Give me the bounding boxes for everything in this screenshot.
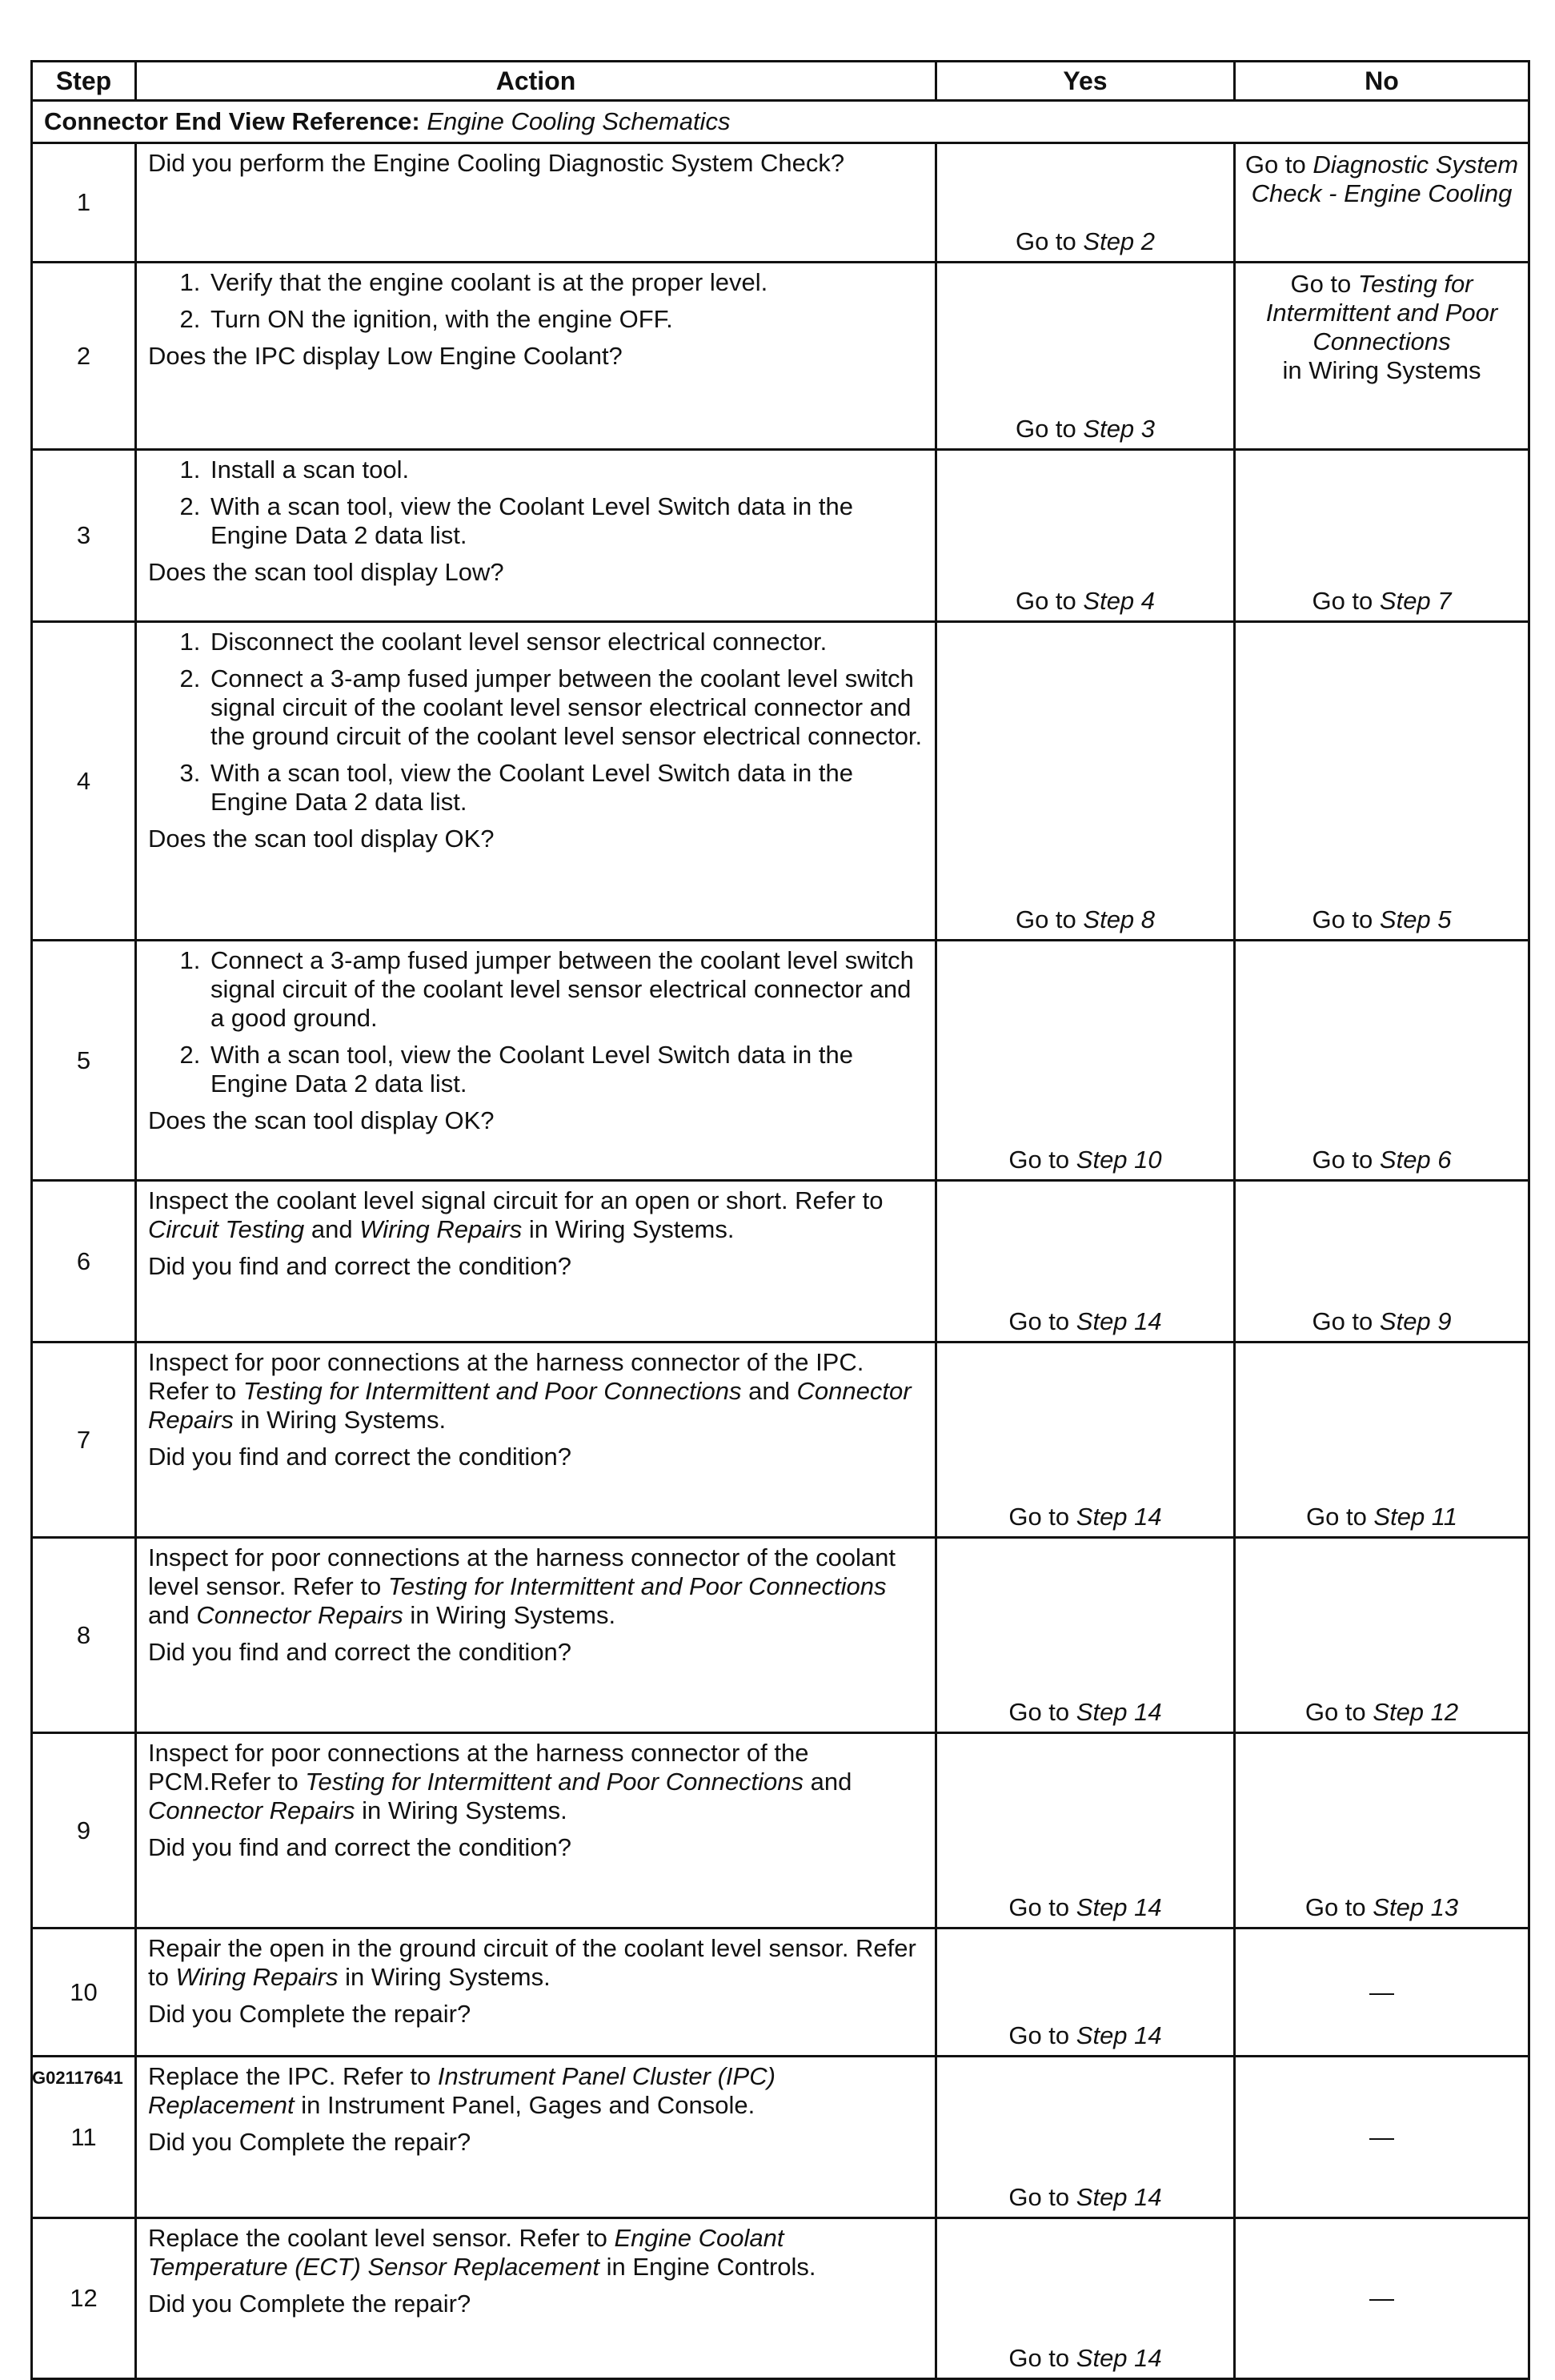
no-cell <box>1235 143 1529 263</box>
diagnostic-table <box>30 60 1530 2380</box>
yes-result-target: Step 3 <box>1083 415 1156 443</box>
step-action <box>136 1538 936 1733</box>
yes-result-prefix: Go to <box>1015 587 1084 615</box>
action-question: Did you find and correct the condition? <box>148 1833 572 1861</box>
yes-result-target: Step 10 <box>1076 1146 1162 1174</box>
yes-cell <box>936 622 1235 941</box>
no-result-prefix: Go to <box>1312 905 1380 933</box>
yes-result-target: Step 4 <box>1083 587 1156 615</box>
yes-result-prefix: Go to <box>1015 415 1084 443</box>
yes-result-prefix: Go to <box>1008 2344 1076 2372</box>
no-result-target: Step 6 <box>1379 1146 1452 1174</box>
reference-link-text: Connector Repairs <box>148 1377 912 1434</box>
action-text-part: and <box>741 1377 797 1405</box>
yes-result-target: Step 14 <box>1076 1893 1162 1921</box>
no-result <box>1236 144 1528 208</box>
yes-result <box>937 2021 1233 2050</box>
step-number: 4 <box>32 622 136 941</box>
yes-result <box>937 905 1233 934</box>
no-result-prefix: Go to <box>1312 1307 1380 1335</box>
step-action <box>136 263 936 450</box>
yes-result <box>937 227 1233 256</box>
no-result-target: Step 5 <box>1379 905 1452 933</box>
action-list-item: 1. Connect a 3-amp fused jumper between the coolant level switch signal circuit of the coolant level sensor electrical connector and a good ground. <box>207 946 924 1033</box>
no-result-prefix: Go to <box>1305 1893 1373 1921</box>
step-number: 10 <box>32 1928 136 2057</box>
yes-result-prefix: Go to <box>1008 1307 1076 1335</box>
action-text-part: Inspect for poor connections at the harness connector of the coolant level sensor. Refer to <box>148 1543 896 1600</box>
no-result-target: Step 12 <box>1373 1698 1459 1726</box>
reference-link-text: Wiring Repairs <box>175 1963 339 1991</box>
step-number: 8 <box>32 1538 136 1733</box>
reference-label: Connector End View Reference: <box>44 107 420 135</box>
action-text-part: in Instrument Panel, Gages and Console. <box>294 2091 755 2119</box>
yes-cell <box>936 1928 1235 2057</box>
no-cell <box>1235 263 1529 450</box>
yes-result-prefix: Go to <box>1008 2183 1076 2211</box>
no-result <box>1236 905 1528 934</box>
step-number: 3 <box>32 450 136 622</box>
no-result-prefix: Go to <box>1290 270 1358 298</box>
action-text-part: Inspect the coolant level signal circuit for an open or short. Refer to <box>148 1186 884 1214</box>
action-text: Did you perform the Engine Cooling Diagnostic System Check? <box>148 149 845 177</box>
step-row <box>32 1733 1529 1928</box>
yes-result-prefix: Go to <box>1008 1698 1076 1726</box>
step-action <box>136 1343 936 1538</box>
diagnostic-table-sheet <box>30 60 1528 2380</box>
action-text <box>148 2062 924 2120</box>
action-list-item: 3. With a scan tool, view the Coolant Level Switch data in the Engine Data 2 data list. <box>207 759 924 817</box>
step-action <box>136 450 936 622</box>
no-result-prefix: Go to <box>1312 1146 1380 1174</box>
no-result-prefix: Go to <box>1305 1503 1374 1531</box>
yes-cell <box>936 1343 1235 1538</box>
action-text-part: Replace the IPC. Refer to <box>148 2062 438 2090</box>
step-row <box>32 622 1529 941</box>
action-list-item: 1. Verify that the engine coolant is at the proper level. <box>207 268 924 297</box>
reference-link-text: Connector Repairs <box>196 1601 403 1629</box>
action-question: Did you find and correct the condition? <box>148 1443 572 1471</box>
yes-result <box>937 1893 1233 1922</box>
header-no: No <box>1235 62 1529 101</box>
step-number: 2 <box>32 263 136 450</box>
step-row <box>32 2057 1529 2218</box>
step-row <box>32 941 1529 1181</box>
yes-cell <box>936 2057 1235 2218</box>
yes-result <box>937 1146 1233 1174</box>
action-text-part: in Wiring Systems. <box>338 1963 551 1991</box>
yes-result-target: Step 14 <box>1076 1503 1162 1531</box>
action-text-part: and <box>148 1601 197 1629</box>
action-question: Did you find and correct the condition? <box>148 1638 572 1666</box>
no-result-suffix: in Wiring Systems <box>1282 356 1481 384</box>
action-text-part: Repair the open in the ground circuit of the coolant level sensor. Refer to <box>148 1934 916 1991</box>
yes-result-prefix: Go to <box>1008 1146 1076 1174</box>
step-action <box>136 941 936 1181</box>
action-list <box>148 268 924 334</box>
action-list <box>148 456 924 550</box>
yes-result-prefix: Go to <box>1015 227 1084 255</box>
action-question: Does the scan tool display Low? <box>148 558 504 586</box>
action-question: Does the IPC display Low Engine Coolant? <box>148 342 623 370</box>
step-row <box>32 1181 1529 1343</box>
no-cell <box>1235 1181 1529 1343</box>
yes-result <box>937 1307 1233 1336</box>
reference-cell <box>32 101 1529 143</box>
yes-result <box>937 2183 1233 2212</box>
action-text-part: in Wiring Systems. <box>403 1601 616 1629</box>
reference-link-text: Connector Repairs <box>148 1796 355 1824</box>
step-number: 5 <box>32 941 136 1181</box>
no-result-target: Step 7 <box>1379 587 1452 615</box>
no-cell <box>1235 2057 1529 2218</box>
step-row <box>32 450 1529 622</box>
action-question: Did you Complete the repair? <box>148 2000 471 2028</box>
yes-cell <box>936 941 1235 1181</box>
reference-link-text: Testing for Intermittent and Poor Connections <box>387 1572 887 1600</box>
step-action <box>136 1928 936 2057</box>
step-number: 12 <box>32 2218 136 2379</box>
no-result-target: Step 11 <box>1373 1503 1457 1531</box>
action-question: Did you Complete the repair? <box>148 2128 471 2156</box>
step-action <box>136 2218 936 2379</box>
no-result <box>1236 263 1528 385</box>
yes-result-prefix: Go to <box>1008 2021 1076 2049</box>
yes-result-prefix: Go to <box>1008 1503 1076 1531</box>
no-result-target: Diagnostic System Check - Engine Cooling <box>1251 151 1519 207</box>
no-result <box>1236 587 1528 616</box>
no-result-dash: — <box>1369 1977 1394 2006</box>
action-list-item: 2. With a scan tool, view the Coolant Level Switch data in the Engine Data 2 data list. <box>207 492 924 550</box>
no-result <box>1236 1146 1528 1174</box>
action-text <box>148 1934 924 1992</box>
no-result-prefix: Go to <box>1244 151 1313 179</box>
header-yes: Yes <box>936 62 1235 101</box>
yes-result <box>937 415 1233 443</box>
no-result <box>1236 1698 1528 1727</box>
step-row <box>32 2218 1529 2379</box>
step-action <box>136 1733 936 1928</box>
no-result-target: Step 9 <box>1379 1307 1452 1335</box>
step-action <box>136 2057 936 2218</box>
yes-result-prefix: Go to <box>1008 1893 1076 1921</box>
no-result-prefix: Go to <box>1312 587 1380 615</box>
yes-result-prefix: Go to <box>1015 905 1084 933</box>
yes-cell <box>936 2218 1235 2379</box>
action-list-item: 2. Turn ON the ignition, with the engine OFF. <box>207 305 924 334</box>
yes-cell <box>936 143 1235 263</box>
yes-result-target: Step 14 <box>1076 2021 1162 2049</box>
action-question: Did you find and correct the condition? <box>148 1252 572 1280</box>
no-cell <box>1235 1538 1529 1733</box>
step-number: 7 <box>32 1343 136 1538</box>
yes-result <box>937 2344 1233 2373</box>
reference-link-text: Circuit Testing <box>148 1215 305 1243</box>
action-list <box>148 946 924 1098</box>
yes-result <box>937 1698 1233 1727</box>
action-list-item: 1. Disconnect the coolant level sensor electrical connector. <box>207 628 924 656</box>
action-question: Does the scan tool display OK? <box>148 1106 495 1134</box>
action-text <box>148 1348 924 1435</box>
no-result-target: Testing for Intermittent and Poor Connections <box>1265 270 1498 355</box>
reference-value: Engine Cooling Schematics <box>427 107 731 135</box>
yes-result-target: Step 14 <box>1076 1698 1162 1726</box>
yes-cell <box>936 1733 1235 1928</box>
no-cell <box>1235 1733 1529 1928</box>
yes-result-target: Step 14 <box>1076 1307 1162 1335</box>
yes-cell <box>936 450 1235 622</box>
reference-link-text: Engine Coolant Temperature (ECT) Sensor Replacement <box>148 2224 784 2281</box>
reference-link-text: Testing for Intermittent and Poor Connections <box>305 1768 804 1796</box>
action-text <box>148 1543 924 1630</box>
header-action: Action <box>136 62 936 101</box>
action-text-part: in Wiring Systems. <box>355 1796 567 1824</box>
step-action <box>136 1181 936 1343</box>
yes-result-target: Step 2 <box>1083 227 1156 255</box>
action-list-item: 2. With a scan tool, view the Coolant Level Switch data in the Engine Data 2 data list. <box>207 1041 924 1098</box>
no-cell <box>1235 1343 1529 1538</box>
yes-cell <box>936 263 1235 450</box>
yes-cell <box>936 1181 1235 1343</box>
action-list <box>148 628 924 817</box>
action-text <box>148 2224 924 2282</box>
reference-link-text: Testing for Intermittent and Poor Connections <box>242 1377 742 1405</box>
step-row <box>32 1538 1529 1733</box>
step-action <box>136 143 936 263</box>
step-row <box>32 143 1529 263</box>
figure-id: G02117641 <box>32 2068 123 2088</box>
step-row <box>32 1928 1529 2057</box>
yes-result-target: Step 14 <box>1076 2183 1162 2211</box>
step-action <box>136 622 936 941</box>
yes-result <box>937 1503 1233 1531</box>
step-number: 9 <box>32 1733 136 1928</box>
no-cell <box>1235 622 1529 941</box>
action-list-item: 2. Connect a 3-amp fused jumper between the coolant level switch signal circuit of the coolant level sensor electrical connector and the ground circuit of the coolant level sensor electrical connector. <box>207 664 924 751</box>
no-cell <box>1235 450 1529 622</box>
yes-cell <box>936 1538 1235 1733</box>
no-cell <box>1235 941 1529 1181</box>
step-number: 1 <box>32 143 136 263</box>
no-result-dash: — <box>1369 2284 1394 2312</box>
reference-link-text: Instrument Panel Cluster (IPC) Replacement <box>148 2062 775 2119</box>
no-result <box>1236 1503 1528 1531</box>
action-text-part: in Engine Controls. <box>599 2253 816 2281</box>
yes-result-target: Step 14 <box>1076 2344 1162 2372</box>
no-result <box>1236 1307 1528 1336</box>
no-result-target: Step 13 <box>1373 1893 1459 1921</box>
no-result <box>1236 1893 1528 1922</box>
reference-link-text: Wiring Repairs <box>359 1215 523 1243</box>
no-cell <box>1235 2218 1529 2379</box>
action-text <box>148 1186 924 1244</box>
action-question: Does the scan tool display OK? <box>148 825 495 853</box>
step-row <box>32 263 1529 450</box>
action-text-part: Replace the coolant level sensor. Refer to <box>148 2224 615 2252</box>
action-text-part: and <box>804 1768 852 1796</box>
action-text-part: Inspect for poor connections at the harness connector of the IPC. Refer to <box>148 1348 864 1405</box>
header-step: Step <box>32 62 136 101</box>
action-text-part: in Wiring Systems. <box>522 1215 735 1243</box>
no-cell <box>1235 1928 1529 2057</box>
reference-row <box>32 101 1529 143</box>
yes-result <box>937 587 1233 616</box>
action-text-part: and <box>304 1215 360 1243</box>
step-row <box>32 1343 1529 1538</box>
no-result-prefix: Go to <box>1305 1698 1373 1726</box>
action-text-part: in Wiring Systems. <box>233 1406 447 1434</box>
no-result-dash: — <box>1369 2122 1394 2151</box>
action-list-item: 1. Install a scan tool. <box>207 456 924 484</box>
header-row <box>32 62 1529 101</box>
step-number: 11 <box>32 2057 136 2218</box>
yes-result-target: Step 8 <box>1083 905 1156 933</box>
action-text-part: Inspect for poor connections at the harness connector of the PCM.Refer to <box>148 1739 809 1796</box>
step-number: 6 <box>32 1181 136 1343</box>
action-text <box>148 1739 924 1825</box>
action-question: Did you Complete the repair? <box>148 2290 471 2318</box>
